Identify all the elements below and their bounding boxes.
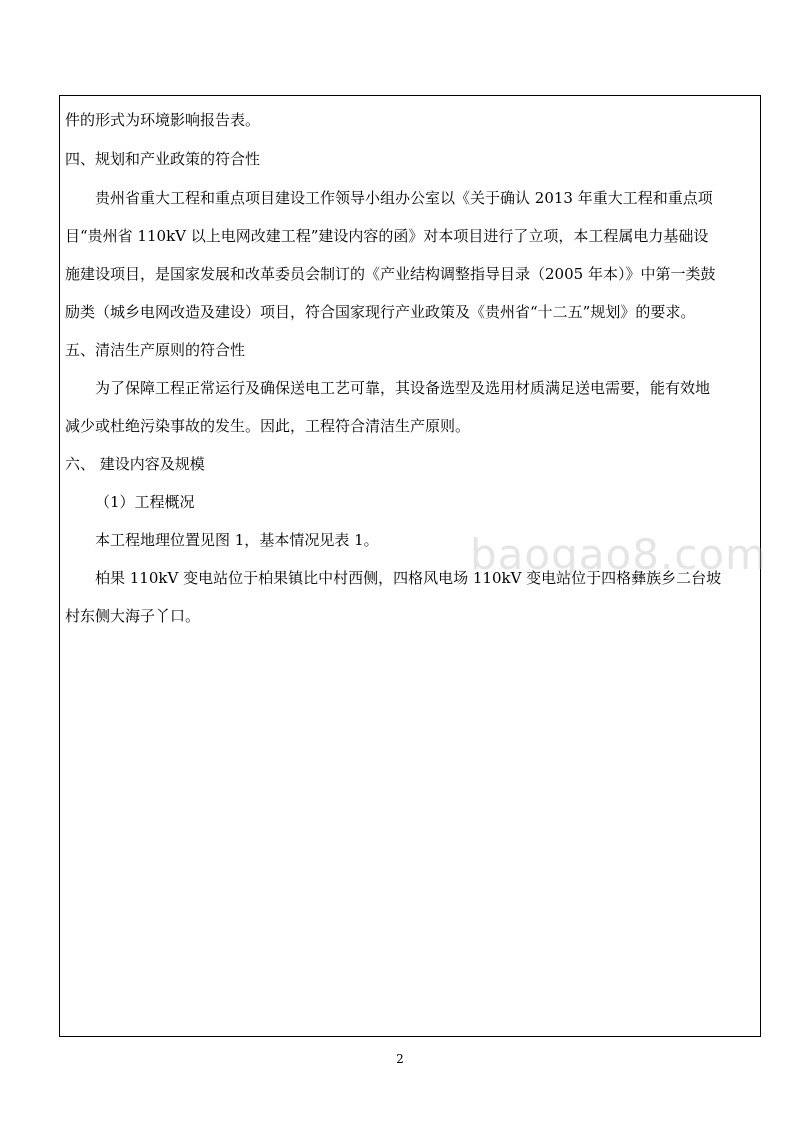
paragraph-line: 减少或杜绝污染事故的发生。因此，工程符合清洁生产原则。: [65, 417, 471, 435]
paragraph-line: 励类（城乡电网改造及建设）项目，符合国家现行产业政策及《贵州省“十二五”规划》的要求。: [65, 303, 696, 321]
paragraph-line: 本工程地理位置见图 1，基本情况见表 1。: [95, 531, 379, 549]
paragraph-line: 贵州省重大工程和重点项目建设工作领导小组办公室以《关于确认 2013 年重大工程和重点项: [95, 189, 713, 207]
section-heading-5: 五、清洁生产原则的符合性: [65, 341, 246, 359]
subsection-heading: （1）工程概况: [95, 493, 195, 511]
paragraph-line: 村东侧大海子丫口。: [65, 607, 201, 625]
watermark: baogao8.com: [470, 530, 767, 579]
paragraph-line: 施建设项目，是国家发展和改革委员会制订的《产业结构调整指导目录（2005 年本）》中第一类鼓: [65, 265, 716, 283]
section-heading-6: 六、 建设内容及规模: [65, 455, 205, 473]
text-line: 件的形式为环境影响报告表。: [65, 111, 261, 129]
page-number: 2: [396, 1052, 404, 1066]
paragraph-line: 目“贵州省 110kV 以上电网改建工程”建设内容的函》对本项目进行了立项，本工程属电力基础设: [65, 227, 709, 245]
paragraph-line: 为了保障工程正常运行及确保送电工艺可靠，其设备选型及选用材质满足送电需要，能有效地: [95, 379, 711, 397]
section-heading-4: 四、规划和产业政策的符合性: [65, 150, 261, 168]
paragraph-line: 柏果 110kV 变电站位于柏果镇比中村西侧，四格风电场 110kV 变电站位于四格彝族乡二台坡: [95, 569, 722, 587]
